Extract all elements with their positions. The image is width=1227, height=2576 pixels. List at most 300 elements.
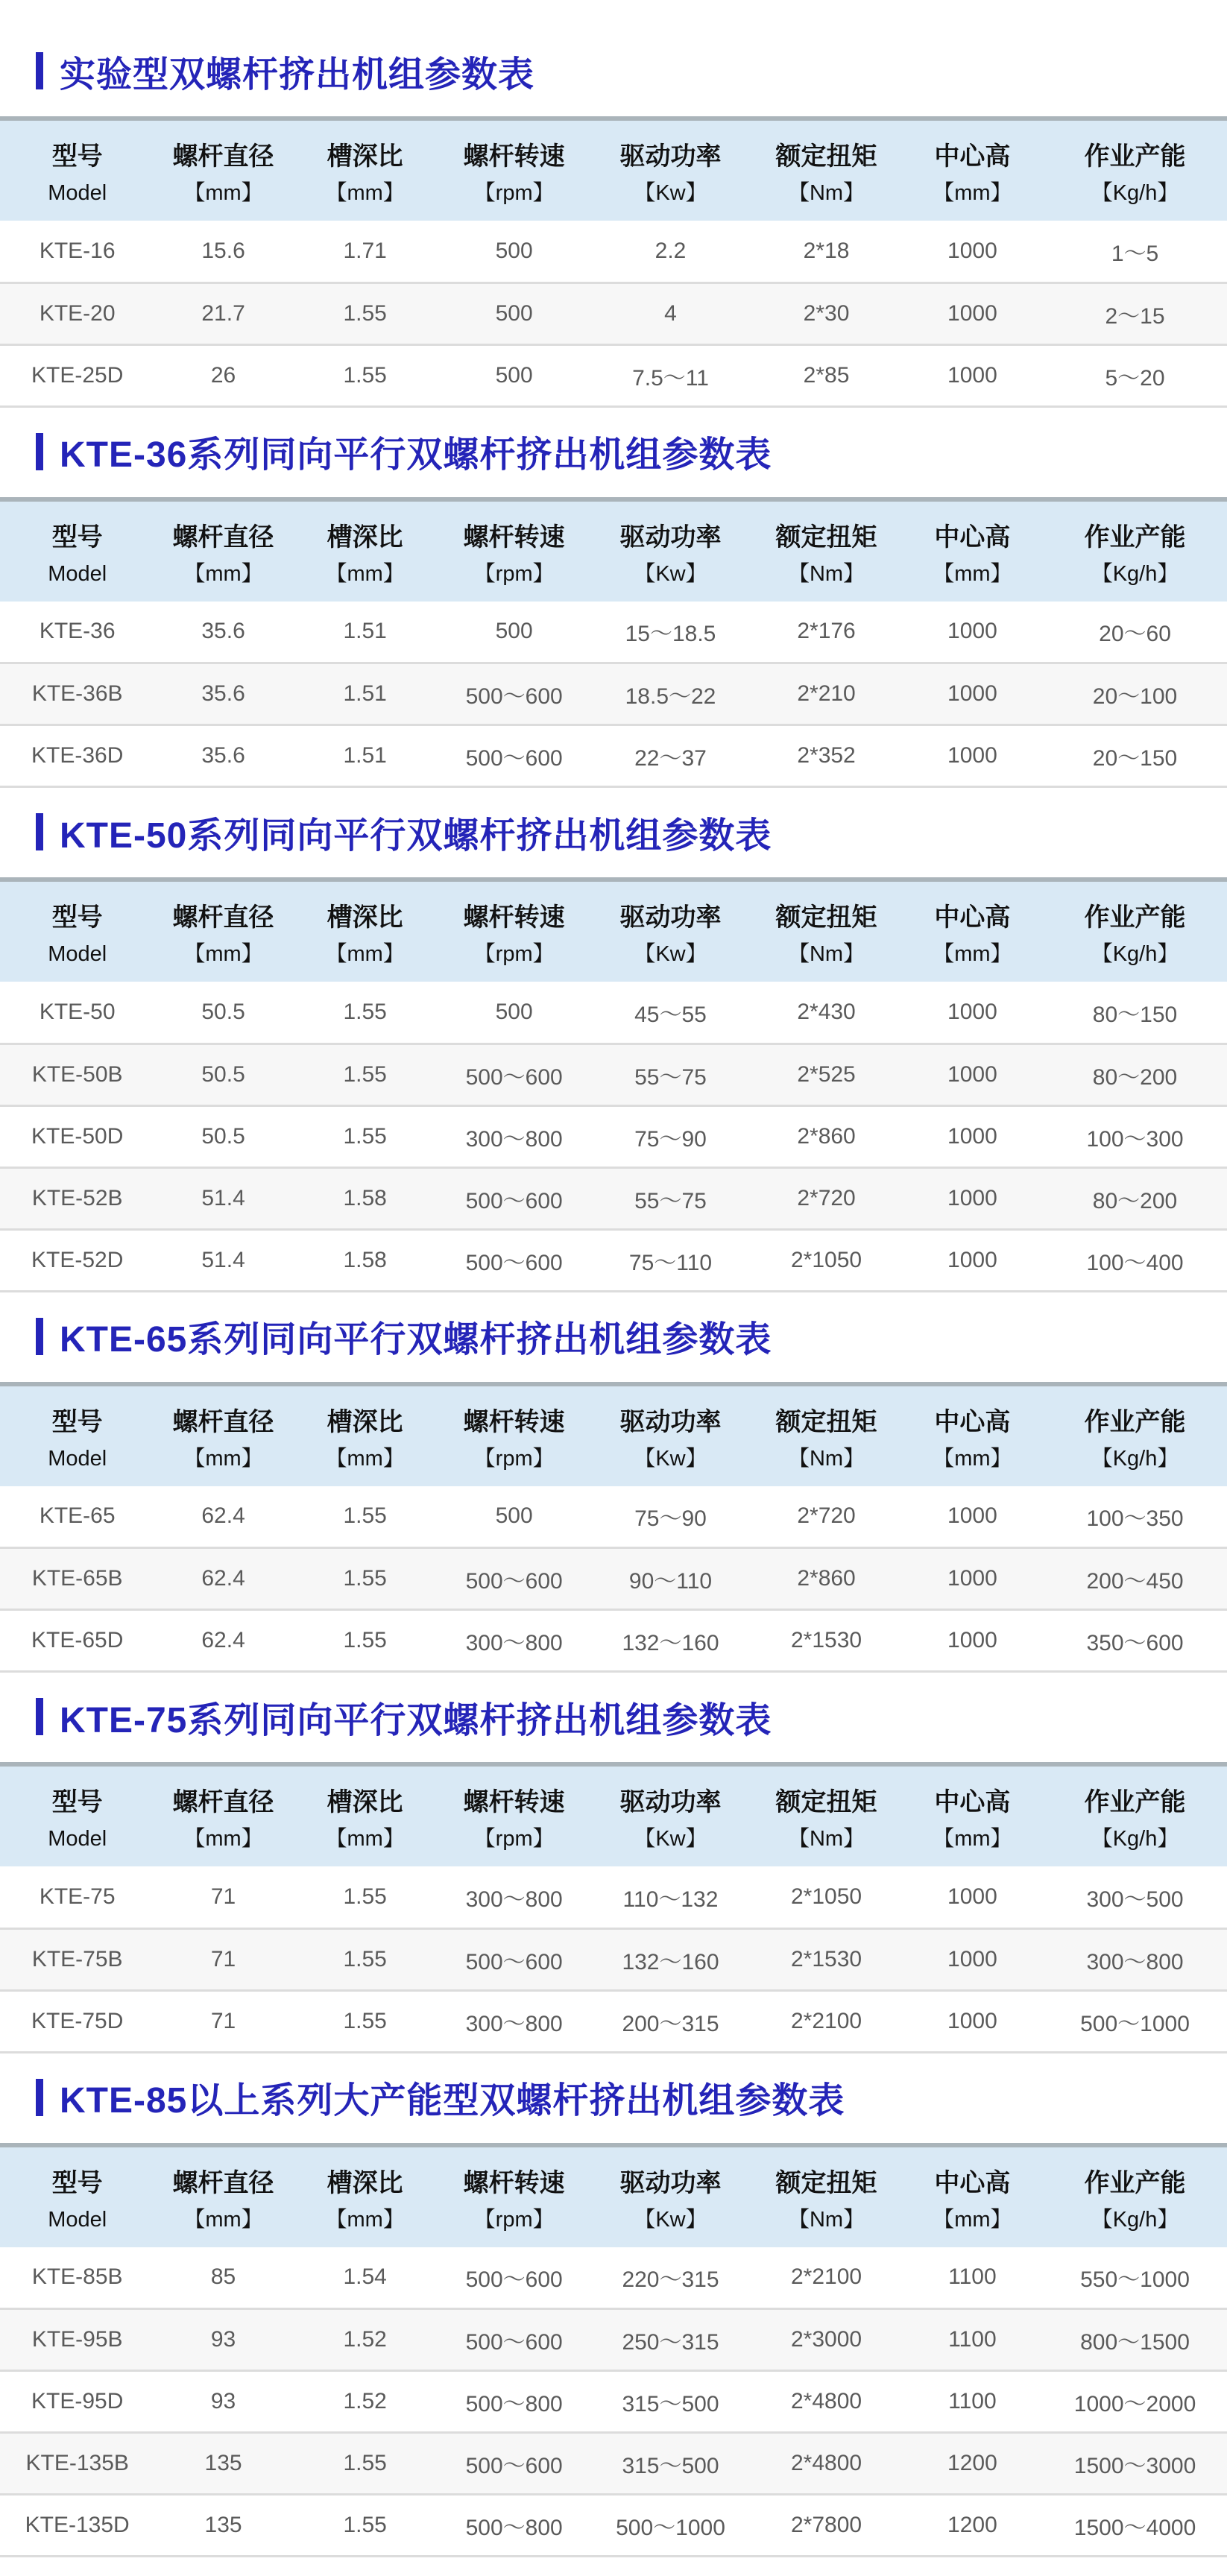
column-header-label: 型号 [51,1788,103,1816]
value-cell: 2*352 [797,743,856,768]
column-header-label: 槽深比 [327,1788,403,1816]
value-cell: 1.55 [343,999,387,1024]
table-header-row [0,1764,1227,1866]
column-header [1043,2145,1227,2247]
value-cell: 1.55 [343,2008,387,2033]
value-cell: 500～800 [465,2392,563,2416]
value-cell: 80～200 [1092,1188,1178,1213]
value-cell: 80～200 [1092,1064,1178,1090]
title-accent-bar [36,1698,43,1735]
column-header-label: 额定扭矩 [775,1788,877,1816]
column-header [0,1764,154,1866]
value-cell: 2*2100 [790,2264,862,2290]
value-cell: 21.7 [201,300,245,326]
value-cell: 110～132 [622,1887,719,1912]
table-header-row [0,499,1227,602]
value-cell: 1000 [947,743,997,768]
column-header [0,119,154,221]
model-cell: KTE-75 [39,1884,116,1909]
column-header-unit: 【mm】 [183,1827,263,1851]
value-cell: 300～800 [465,1631,563,1655]
table-row [0,1866,1227,1928]
column-header [590,2145,751,2247]
column-header [902,2145,1043,2247]
column-header-unit: 【mm】 [325,1827,405,1851]
title-accent-bar [36,2079,43,2116]
column-header-unit: 【mm】 [183,181,263,205]
column-header-label: 驱动功率 [619,2168,722,2197]
column-header-unit: Model [48,2207,107,2232]
column-header-label: 螺杆直径 [172,523,274,552]
value-cell: 35.6 [201,681,245,706]
value-cell: 75～110 [628,1250,713,1275]
value-cell: 1000 [947,1185,997,1210]
value-cell: 2.2 [654,238,687,263]
section-title: KTE-75系列同向平行双螺杆挤出机组参数表 [60,1700,772,1740]
column-header [0,880,154,982]
value-cell: 100～300 [1086,1126,1184,1152]
value-cell: 22～37 [634,746,707,771]
table-row [0,1928,1227,1990]
value-cell: 500 [495,300,533,326]
model-cell: KTE-65 [39,1503,116,1529]
column-header-label: 作业产能 [1084,523,1186,552]
value-cell: 500～1000 [1080,2011,1190,2036]
section-title-row [36,1315,1227,1358]
value-cell: 250～315 [622,2330,719,2355]
column-header [0,2145,154,2247]
column-header [751,1384,901,1486]
table-header-row [0,2145,1227,2247]
value-cell: 100～400 [1086,1250,1184,1275]
table-row [0,2371,1227,2433]
model-cell: KTE-95B [31,2327,123,2352]
value-cell: 1000 [947,1566,997,1591]
table-row [0,1044,1227,1105]
model-cell: KTE-36D [31,743,124,768]
table-section [0,430,1227,789]
column-header-label: 螺杆直径 [172,903,274,932]
model-cell: KTE-75D [31,2008,124,2033]
value-cell: 2*1530 [790,1946,862,1972]
value-cell: 1000 [947,1628,997,1652]
section-title-row [36,810,1227,856]
value-cell: 85 [210,2264,236,2290]
value-cell: 45～55 [634,1002,707,1027]
column-header-unit: 【mm】 [325,2207,405,2232]
value-cell: 135 [204,2451,242,2475]
column-header-unit: 【mm】 [325,561,405,586]
value-cell: 132～160 [622,1949,719,1974]
spec-table [0,1762,1227,2053]
value-cell: 500～600 [465,1188,563,1213]
column-header-label: 中心高 [934,903,1011,932]
value-cell: 26 [210,362,236,388]
column-header [292,499,438,602]
model-cell: KTE-50B [31,1061,123,1087]
column-header-unit: 【Kg/h】 [1091,561,1179,586]
value-cell: 300～800 [1086,1949,1184,1974]
column-header-label: 驱动功率 [619,142,722,171]
table-row [0,282,1227,344]
column-header-unit: Model [48,1446,107,1471]
model-cell: KTE-95D [31,2389,124,2414]
column-header-unit: 【mm】 [325,1446,405,1471]
model-cell: KTE-25D [31,362,124,388]
title-accent-bar [36,813,43,850]
value-cell: 35.6 [201,743,245,768]
column-header [590,880,751,982]
column-header [154,1764,291,1866]
column-header [0,1384,154,1486]
table-row [0,1229,1227,1291]
value-cell: 1.55 [343,1628,387,1652]
title-accent-bar [36,433,43,470]
value-cell: 93 [210,2327,236,2352]
value-cell: 1.52 [343,2389,387,2414]
value-cell: 7.5～11 [632,365,709,391]
column-header-label: 螺杆转速 [463,523,565,552]
value-cell: 300～500 [1086,1887,1184,1912]
value-cell: 100～350 [1086,1506,1184,1532]
table-row [0,2309,1227,2371]
column-header-unit: 【Nm】 [787,2207,865,2232]
column-header-unit: 【Nm】 [787,181,865,205]
column-header-label: 额定扭矩 [775,903,877,932]
table-section [0,810,1227,1292]
table-row [0,1486,1227,1548]
table-row [0,2433,1227,2495]
value-cell: 80～150 [1092,1002,1178,1027]
value-cell: 51.4 [201,1185,245,1210]
column-header-label: 型号 [51,2168,103,2197]
value-cell: 20～150 [1092,746,1178,771]
column-header-unit: 【mm】 [933,942,1012,966]
value-cell: 1000 [947,999,997,1024]
value-cell: 1000 [947,300,997,326]
value-cell: 2*4800 [790,2389,862,2414]
value-cell: 500～600 [465,2454,563,2478]
value-cell: 300～800 [465,1126,563,1152]
spec-table [0,497,1227,789]
value-cell: 75～90 [634,1126,707,1152]
table-row [0,1610,1227,1672]
column-header [902,880,1043,982]
value-cell: 500～600 [465,1569,563,1594]
value-cell: 500～800 [465,2516,563,2540]
column-header-unit: 【Nm】 [787,942,865,966]
table-row [0,1990,1227,2052]
value-cell: 2*860 [797,1123,856,1149]
value-cell: 1.55 [343,362,387,388]
value-cell: 55～75 [634,1188,707,1213]
value-cell: 62.4 [201,1628,245,1652]
value-cell: 500 [495,619,533,644]
extruder-spec-document [0,49,1227,2557]
spec-table [0,877,1227,1292]
column-header-label: 螺杆转速 [463,1788,565,1816]
value-cell: 1000 [947,619,997,644]
value-cell: 2*430 [797,999,856,1024]
value-cell: 1.55 [343,2451,387,2475]
title-accent-bar [36,1318,43,1355]
value-cell: 1000 [947,2008,997,2033]
value-cell: 550～1000 [1080,2267,1190,2293]
column-header-unit: 【Kg/h】 [1091,181,1179,205]
value-cell: 2*1530 [790,1628,862,1652]
column-header [590,1384,751,1486]
column-header [1043,1384,1227,1486]
column-header-unit: 【mm】 [933,1827,1012,1851]
column-header [902,1384,1043,1486]
column-header [438,119,590,221]
column-header-unit: 【Kw】 [634,181,707,205]
column-header-unit: 【Kg/h】 [1091,1446,1179,1471]
value-cell: 500～600 [465,684,563,709]
value-cell: 62.4 [201,1503,245,1529]
column-header-label: 额定扭矩 [775,142,877,171]
column-header [751,1764,901,1866]
value-cell: 93 [210,2389,236,2414]
value-cell: 300～800 [465,1887,563,1912]
title-accent-bar [36,52,43,89]
column-header [438,1384,590,1486]
table-row [0,663,1227,725]
column-header-label: 槽深比 [327,523,403,552]
column-header-label: 驱动功率 [619,903,722,932]
column-header-unit: Model [48,1827,107,1851]
column-header-label: 螺杆转速 [463,142,565,171]
value-cell: 1100 [948,2327,997,2352]
column-header-unit: 【mm】 [325,942,405,966]
value-cell: 500～600 [465,746,563,771]
column-header-label: 螺杆直径 [172,2168,274,2197]
value-cell: 2～15 [1105,303,1165,329]
section-title-row [36,2076,1227,2119]
section-title: 实验型双螺杆挤出机组参数表 [60,54,535,95]
column-header [292,2145,438,2247]
value-cell: 15.6 [201,238,245,263]
value-cell: 1.55 [343,1061,387,1087]
value-cell: 500 [495,1503,533,1529]
column-header [902,119,1043,221]
column-header [154,2145,291,2247]
model-cell: KTE-16 [39,238,116,263]
value-cell: 500～600 [465,1250,563,1275]
column-header-label: 螺杆直径 [172,1788,274,1816]
value-cell: 315～500 [622,2454,719,2478]
value-cell: 2*210 [797,681,856,706]
column-header [154,119,291,221]
spec-table [0,116,1227,408]
value-cell: 1.51 [343,619,387,644]
table-row [0,725,1227,787]
value-cell: 2*7800 [790,2513,862,2537]
column-header [1043,880,1227,982]
column-header-unit: 【Kw】 [634,1446,707,1471]
spec-table [0,1382,1227,1673]
value-cell: 200～315 [622,2011,719,2036]
column-header-unit: 【rpm】 [473,181,555,205]
value-cell: 71 [210,2008,236,2033]
section-title-row [36,430,1227,473]
value-cell: 90～110 [628,1569,713,1594]
value-cell: 1.55 [343,1566,387,1591]
value-cell: 2*30 [803,300,850,326]
column-header-label: 型号 [51,523,103,552]
table-row [0,221,1227,282]
table-row [0,344,1227,406]
table-row [0,2247,1227,2309]
value-cell: 350～600 [1086,1631,1184,1655]
column-header [154,880,291,982]
table-row [0,1105,1227,1167]
column-header [1043,119,1227,221]
value-cell: 1000 [947,1503,997,1529]
value-cell: 1100 [948,2264,997,2290]
value-cell: 2*860 [797,1566,856,1591]
column-header-label: 额定扭矩 [775,2168,877,2197]
value-cell: 1.54 [343,2264,387,2290]
model-cell: KTE-75B [31,1946,123,1972]
table-header-row [0,119,1227,221]
section-title: KTE-36系列同向平行双螺杆挤出机组参数表 [60,435,772,475]
value-cell: 500 [495,999,533,1024]
column-header-unit: 【mm】 [183,561,263,586]
value-cell: 1.55 [343,2513,387,2537]
value-cell: 4 [664,300,677,326]
model-cell: KTE-52D [31,1247,124,1272]
value-cell: 315～500 [622,2392,719,2416]
value-cell: 1.55 [343,300,387,326]
table-header-row [0,880,1227,982]
value-cell: 1.51 [343,681,387,706]
model-cell: KTE-36B [31,681,123,706]
value-cell: 1200 [947,2513,997,2537]
column-header-label: 槽深比 [327,903,403,932]
value-cell: 50.5 [201,1123,245,1149]
column-header-unit: 【Kw】 [634,561,707,586]
column-header [751,2145,901,2247]
column-header-label: 螺杆转速 [463,903,565,932]
value-cell: 1.58 [343,1185,387,1210]
section-title-row [36,1695,1227,1738]
section-title: KTE-65系列同向平行双螺杆挤出机组参数表 [60,1320,772,1360]
column-header [292,1384,438,1486]
value-cell: 500～600 [465,1064,563,1090]
column-header-unit: 【mm】 [183,1446,263,1471]
value-cell: 1000 [947,1247,997,1272]
column-header-unit: 【mm】 [183,942,263,966]
column-header-unit: Model [48,561,107,586]
column-header-label: 作业产能 [1084,142,1186,171]
column-header-label: 螺杆直径 [172,1407,274,1436]
column-header [438,1764,590,1866]
model-cell: KTE-85B [31,2264,123,2290]
column-header [0,499,154,602]
column-header-unit: 【Nm】 [787,561,865,586]
model-cell: KTE-52B [31,1185,123,1210]
table-row [0,982,1227,1044]
column-header-label: 驱动功率 [619,1788,722,1816]
column-header-unit: 【mm】 [933,181,1012,205]
table-row [0,1167,1227,1229]
column-header-unit: 【mm】 [933,561,1012,586]
column-header [438,499,590,602]
value-cell: 300～800 [465,2011,563,2036]
column-header [590,119,751,221]
model-cell: KTE-20 [39,300,116,326]
table-row [0,2495,1227,2557]
spec-table [0,2143,1227,2558]
column-header-unit: 【mm】 [933,1446,1012,1471]
value-cell: 220～315 [622,2267,719,2293]
column-header-unit: 【rpm】 [473,561,555,586]
value-cell: 71 [210,1884,236,1909]
value-cell: 2*1050 [790,1247,862,1272]
column-header-label: 槽深比 [327,142,403,171]
column-header-label: 型号 [51,142,103,171]
value-cell: 2*85 [803,362,850,388]
value-cell: 200～450 [1086,1569,1184,1594]
value-cell: 1500～3000 [1073,2454,1196,2478]
column-header-unit: 【Kw】 [634,2207,707,2232]
value-cell: 1000 [947,681,997,706]
model-cell: KTE-50D [31,1123,124,1149]
column-header-unit: 【Kw】 [634,1827,707,1851]
column-header-unit: 【rpm】 [473,2207,555,2232]
value-cell: 1500～4000 [1073,2516,1196,2540]
column-header-label: 中心高 [934,1788,1011,1816]
table-header-row [0,1384,1227,1486]
value-cell: 135 [204,2513,242,2537]
value-cell: 50.5 [201,999,245,1024]
value-cell: 18.5～22 [625,684,716,709]
column-header-unit: 【rpm】 [473,1827,555,1851]
value-cell: 2*720 [797,1185,856,1210]
column-header-unit: Model [48,942,107,966]
column-header-label: 作业产能 [1084,1407,1186,1436]
model-cell: KTE-36 [39,619,116,644]
model-cell: KTE-65B [31,1566,123,1591]
value-cell: 1200 [947,2451,997,2475]
value-cell: 1000 [947,1061,997,1087]
section-title: KTE-50系列同向平行双螺杆挤出机组参数表 [60,815,772,856]
column-header-unit: 【rpm】 [473,942,555,966]
column-header-label: 型号 [51,1407,103,1436]
value-cell: 500～1000 [616,2516,725,2540]
column-header [902,499,1043,602]
value-cell: 800～1500 [1080,2330,1190,2355]
column-header [438,2145,590,2247]
value-cell: 500～600 [465,2330,563,2355]
column-header-unit: 【Kg/h】 [1091,1827,1179,1851]
column-header-label: 中心高 [934,142,1011,171]
value-cell: 2*3000 [790,2327,862,2352]
column-header-label: 中心高 [934,2168,1011,2197]
value-cell: 2*18 [803,238,850,263]
value-cell: 500 [495,238,533,263]
value-cell: 1.52 [343,2327,387,2352]
column-header [751,119,901,221]
value-cell: 2*176 [797,619,856,644]
value-cell: 62.4 [201,1566,245,1591]
column-header-unit: 【mm】 [933,2207,1012,2232]
column-header-unit: 【Nm】 [787,1446,865,1471]
column-header-label: 驱动功率 [619,523,722,552]
value-cell: 500～600 [465,2267,563,2293]
column-header-label: 中心高 [934,523,1011,552]
